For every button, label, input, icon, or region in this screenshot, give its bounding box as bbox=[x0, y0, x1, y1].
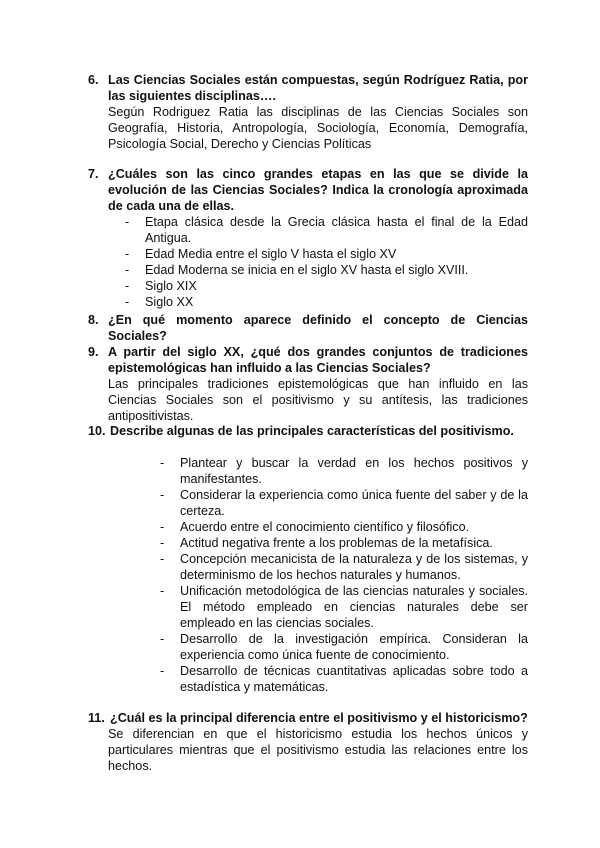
question-9-heading bbox=[88, 344, 528, 376]
question-title: Las Ciencias Sociales están compuestas, según Rodríguez Ratia, por las siguientes disciplinas…. bbox=[108, 73, 528, 103]
dash-bullet: - bbox=[125, 295, 130, 309]
question-11 bbox=[88, 710, 528, 774]
list-item-text: Actitud negativa frente a los problemas de la metafísica. bbox=[180, 536, 493, 550]
question-8-heading bbox=[88, 312, 528, 344]
list-item bbox=[160, 663, 528, 695]
list-item bbox=[160, 519, 528, 535]
list-item-text: Edad Moderna se inicia en el siglo XV hasta el siglo XVIII. bbox=[145, 263, 469, 277]
dash-bullet: - bbox=[160, 488, 165, 502]
list-item bbox=[125, 278, 528, 294]
question-title: A partir del siglo XX, ¿qué dos grandes conjuntos de tradiciones epistemológicas han influido a las Ciencias Sociales? bbox=[108, 345, 528, 375]
list-item-text: Concepción mecanicista de la naturaleza y de los sistemas, y determinismo de los hechos naturales y humanos. bbox=[180, 552, 528, 582]
list-item-text: Edad Media entre el siglo V hasta el siglo XV bbox=[145, 247, 397, 261]
answer-text: Según Rodriguez Ratia las disciplinas de las Ciencias Sociales son Geografía, Historia, Antropología, Sociología, Economía, Demografía, Psicología Social, Derecho y Ciencias Políticas bbox=[108, 105, 528, 151]
question-number: 7. bbox=[88, 167, 99, 181]
question-number: 9. bbox=[88, 345, 99, 359]
answer-text: Las principales tradiciones epistemológicas que han influido en las Ciencias Sociales son el positivismo y su antítesis, las tradiciones antipositivistas. bbox=[108, 377, 528, 423]
dash-bullet: - bbox=[160, 664, 165, 678]
question-number: 10. bbox=[88, 424, 106, 438]
dash-bullet: - bbox=[125, 215, 130, 229]
dash-bullet: - bbox=[125, 279, 130, 293]
dash-bullet: - bbox=[160, 520, 165, 534]
list-item bbox=[160, 631, 528, 663]
list-item-text: Siglo XIX bbox=[145, 279, 197, 293]
question-6 bbox=[88, 72, 528, 152]
dash-bullet: - bbox=[160, 536, 165, 550]
list-item-text: Considerar la experiencia como única fuente del saber y de la certeza. bbox=[180, 488, 528, 518]
stages-list bbox=[125, 214, 528, 310]
question-10 bbox=[88, 423, 528, 703]
question-title: Describe algunas de las principales características del positivismo. bbox=[110, 424, 514, 438]
list-item-text: Plantear y buscar la verdad en los hechos positivos y manifestantes. bbox=[180, 456, 528, 486]
question-11-heading bbox=[88, 710, 528, 726]
list-item bbox=[160, 487, 528, 519]
list-item bbox=[125, 246, 528, 262]
question-8 bbox=[88, 312, 528, 344]
dash-bullet: - bbox=[125, 263, 130, 277]
list-item bbox=[160, 455, 528, 487]
question-7-heading bbox=[88, 166, 528, 214]
dash-bullet: - bbox=[160, 456, 165, 470]
dash-bullet: - bbox=[160, 552, 165, 566]
question-title: ¿Cuáles son las cinco grandes etapas en las que se divide la evolución de las Ciencias Sociales? Indica la cronología aproximada de cada una de ellas. bbox=[108, 167, 528, 213]
question-title: ¿En qué momento aparece definido el concepto de Ciencias Sociales? bbox=[108, 313, 528, 343]
question-title: ¿Cuál es la principal diferencia entre el positivismo y el historicismo? bbox=[110, 711, 528, 725]
characteristics-list bbox=[160, 455, 528, 695]
question-9 bbox=[88, 344, 528, 424]
question-number: 11. bbox=[88, 711, 105, 725]
list-item-text: Siglo XX bbox=[145, 295, 194, 309]
list-item bbox=[160, 535, 528, 551]
list-item-text: Desarrollo de técnicas cuantitativas aplicadas sobre todo a estadística y matemáticas. bbox=[180, 664, 528, 694]
dash-bullet: - bbox=[160, 632, 165, 646]
list-item-text: Etapa clásica desde la Grecia clásica hasta el final de la Edad Antigua. bbox=[145, 215, 528, 245]
list-item-text: Desarrollo de la investigación empírica. Consideran la experiencia como única fuente de conocimiento. bbox=[180, 632, 528, 662]
question-10-heading bbox=[88, 423, 528, 439]
list-item bbox=[160, 583, 528, 631]
list-item bbox=[125, 214, 528, 246]
answer-text: Se diferencian en que el historicismo estudia los hechos únicos y particulares mientras que el positivismo estudia las relaciones entre los hechos. bbox=[108, 727, 528, 773]
question-number: 6. bbox=[88, 73, 99, 87]
list-item-text: Unificación metodológica de las ciencias naturales y sociales. El método empleado en ciencias naturales debe ser empleado en las ciencias sociales. bbox=[180, 584, 528, 630]
question-7 bbox=[88, 166, 528, 310]
list-item-text: Acuerdo entre el conocimiento científico y filosófico. bbox=[180, 520, 470, 534]
dash-bullet: - bbox=[125, 247, 130, 261]
list-item bbox=[125, 262, 528, 278]
list-item bbox=[125, 294, 528, 310]
question-number: 8. bbox=[88, 313, 99, 327]
dash-bullet: - bbox=[160, 584, 165, 598]
list-item bbox=[160, 551, 528, 583]
question-6-heading bbox=[88, 72, 528, 104]
